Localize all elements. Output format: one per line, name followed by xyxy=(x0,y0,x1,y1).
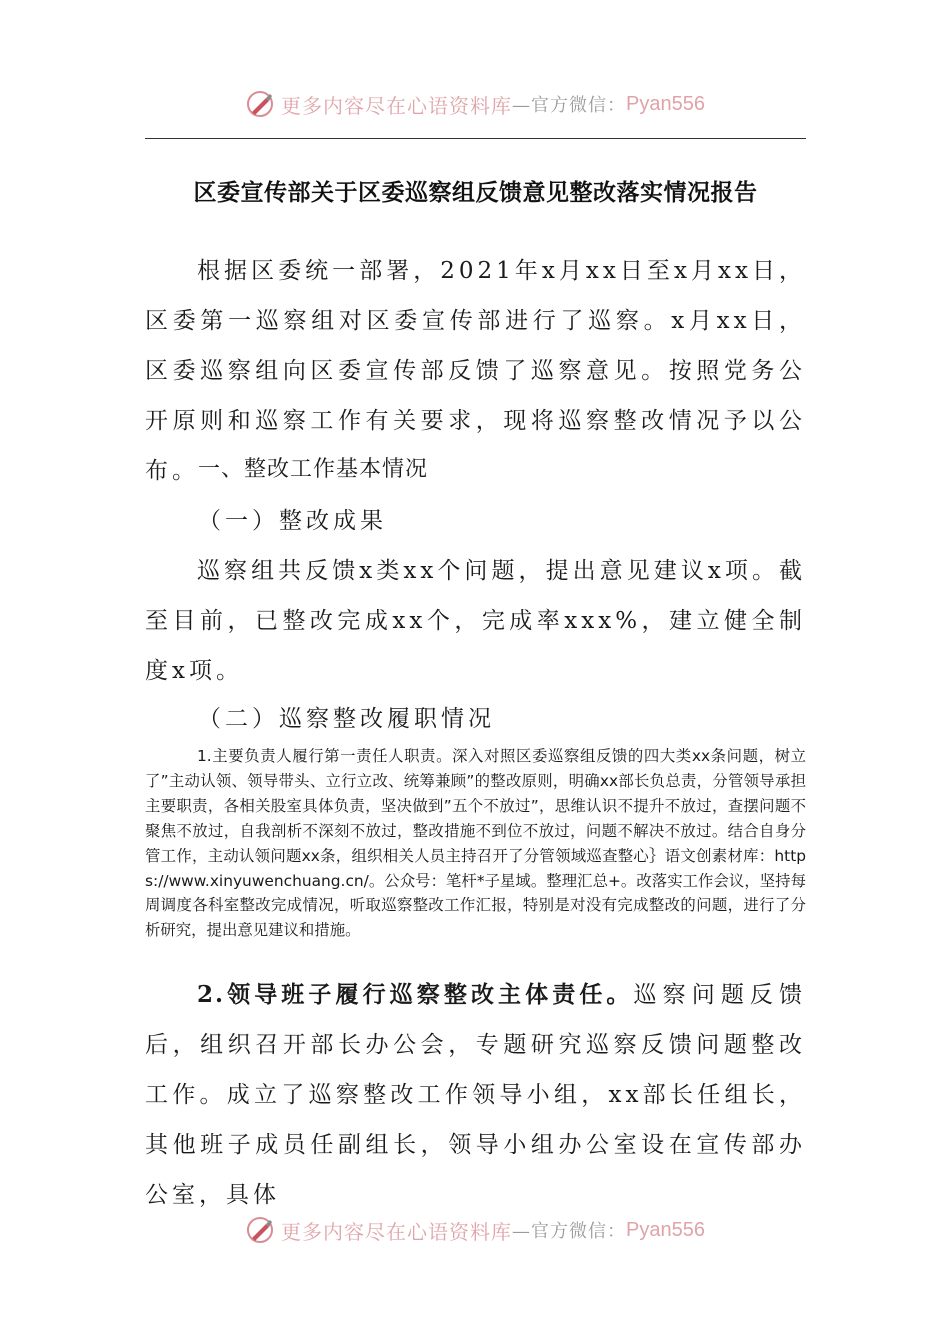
watermark-red-text: 更多内容尽在心语资料库 xyxy=(281,1219,513,1244)
item-2-paragraph xyxy=(145,970,806,1220)
subsection-heading-2: （二）巡察整改履职情况 xyxy=(198,706,495,732)
watermark-gray-text: —官方微信： xyxy=(512,95,627,116)
pen-logo-icon xyxy=(245,1215,275,1245)
item-2-body: 巡察问题反馈后，组织召开部长办公会，专题研究巡察反馈问题整改工作。成立了巡察整改工作领导小组，xx部长任组长，其他班子成员任副组长，领导小组办公室设在宣传部办公室，具体 xyxy=(145,982,807,1208)
watermark-wechat-id: Pyan556 xyxy=(626,1218,705,1241)
pen-logo-icon xyxy=(245,89,275,119)
document-title: 区委宣传部关于区委巡察组反馈意见整改落实情况报告 xyxy=(193,179,758,206)
results-paragraph: 巡察组共反馈x类xx个问题，提出意见建议x项。截至目前，已整改完成xx个，完成率xxx%，建立健全制度x项。 xyxy=(145,558,806,684)
section-heading-1: 一、整改工作基本情况 xyxy=(198,457,429,482)
intro-paragraph: 根据区委统一部署，2021年x月xx日至x月xx日，区委第一巡察组对区委宣传部进行了巡察。x月xx日，区委巡察组向区委宣传部反馈了巡察意见。按照党务公开原则和巡察工作有关要求，现将巡察整改情况予以公布。 xyxy=(145,258,806,484)
watermark-gray-text: —官方微信： xyxy=(512,1221,627,1242)
header-divider xyxy=(145,138,806,139)
item-2-bold-lead: 2.领导班子履行巡察整改主体责任。 xyxy=(197,981,634,1008)
subsection-heading-1: （一）整改成果 xyxy=(198,508,387,534)
item-1-paragraph: 1.主要负责人履行第一责任人职责。深入对照区委巡察组反馈的四大类xx条问题，树立了”主动认领、领导带头、立行立改、统筹兼顾”的整改原则，明确xx部长负总责，分管领导承担主要职责，各相关股室具体负责，坚决做到”五个不放过”，思维认识不提升不放过，查摆问题不聚焦不放过，自我剖析不深刻不放过，整改措施不到位不放过，问题不解决不放过。结合自身分管工作，主动认领问题xx条，组织相关人员主持召开了分管领域巡查整心｝语文创素材库：https://www.xinyuwenchuang.cn/。公众号：笔杆*子星域。整理汇总+。改落实工作会议，坚持每周调度各科室整改完成情况，听取巡察整改工作汇报，特别是对没有完成整改的问题，进行了分析研究，提出意见建议和措施。 xyxy=(145,747,806,940)
watermark-red-text: 更多内容尽在心语资料库 xyxy=(281,93,513,118)
watermark-footer xyxy=(0,1210,950,1250)
watermark-wechat-id: Pyan556 xyxy=(626,92,705,115)
watermark-header xyxy=(0,84,950,124)
